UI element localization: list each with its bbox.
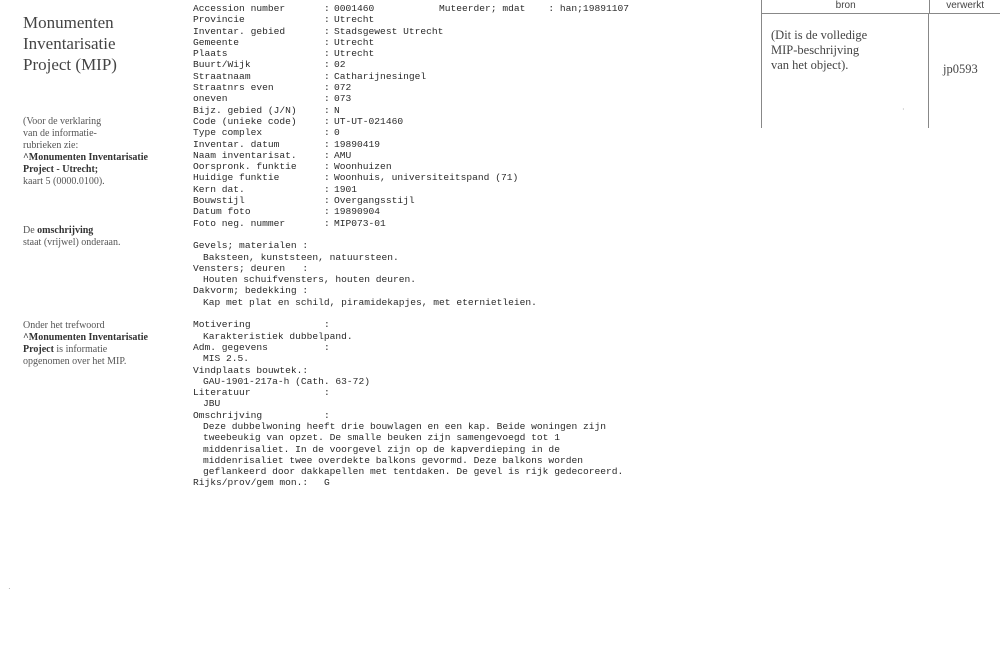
field-separator: :	[324, 93, 330, 105]
field-row	[193, 48, 753, 59]
field-label: Provincie	[193, 14, 245, 26]
section-text-line: Kap met plat en schild, piramidekapjes, met eternietleien.	[203, 296, 537, 308]
field-separator: :	[324, 217, 330, 229]
bron-table-header	[761, 0, 1000, 14]
field-separator: :	[324, 138, 330, 150]
sidebar-title-line: Inventarisatie	[23, 34, 116, 53]
sidebar	[23, 12, 183, 367]
field-value: Stadsgewest Utrecht	[334, 25, 444, 37]
field-row	[193, 116, 753, 127]
note-link-text: Project - Utrecht;	[23, 164, 99, 175]
field-row	[193, 59, 753, 70]
field-separator: :	[324, 183, 330, 195]
field-row	[193, 93, 753, 104]
section-heading	[193, 365, 753, 376]
field-row	[193, 172, 753, 183]
section-text-line: Houten schuifvensters, houten deuren.	[203, 274, 417, 286]
section-colon: :	[324, 319, 330, 331]
field-separator: :	[324, 82, 330, 94]
field-value: 02	[334, 59, 346, 71]
note-prefix: De	[23, 225, 38, 236]
field-value: 0	[334, 127, 340, 139]
field-label: Bouwstijl	[193, 195, 245, 207]
record-fields	[193, 3, 753, 229]
section-text-line: middenrisaliet. In de voorgevel zijn op de kapverdieping in de	[203, 443, 560, 455]
field-row	[193, 82, 753, 93]
field-row	[193, 37, 753, 48]
section-colon	[324, 365, 334, 376]
section-heading	[193, 285, 753, 296]
field-label: Kern dat.	[193, 183, 245, 195]
field-value: Overgangsstijl	[334, 195, 415, 207]
field-separator: :	[324, 206, 330, 218]
spacer	[193, 229, 753, 240]
header-verwerkt: verwerkt	[946, 0, 985, 11]
note-line: staat (vrijwel) onderaan.	[23, 237, 121, 248]
section-colon: :	[324, 409, 330, 421]
section-heading	[193, 263, 753, 274]
field-separator: :	[324, 59, 330, 71]
field-separator: :	[324, 172, 330, 184]
section-text-line: geflankeerd door dakkapellen met tentdaken. De gevel is rijk gedecoreerd.	[203, 466, 624, 478]
spacer	[193, 308, 753, 319]
field-value: MIP073-01	[334, 217, 386, 229]
field-value: 0001460	[334, 3, 375, 14]
field-label: Straatnrs even	[193, 82, 274, 94]
mip-record	[193, 3, 753, 489]
bron-line: van het object).	[771, 58, 849, 72]
section-heading	[193, 410, 753, 421]
field-value: N	[334, 104, 340, 116]
muteerder-value: : han;19891107	[548, 3, 629, 14]
field-row	[193, 105, 753, 116]
note-line	[23, 344, 183, 356]
field-value: 1901	[334, 183, 358, 195]
field-value: 072	[334, 82, 352, 94]
field-row	[193, 195, 753, 206]
section-label: Motivering	[193, 319, 251, 331]
field-label: Plaats	[193, 48, 228, 60]
note-line: rubrieken zie:	[23, 140, 79, 151]
field-row	[193, 150, 753, 161]
muteerder-field	[439, 3, 629, 14]
field-row	[193, 184, 753, 195]
section-heading	[193, 342, 753, 353]
field-label: Inventar. datum	[193, 138, 280, 150]
section-heading	[193, 387, 753, 398]
field-value: 073	[334, 93, 352, 105]
field-separator: :	[324, 14, 330, 26]
field-label: Gemeente	[193, 36, 240, 48]
field-separator: :	[324, 115, 330, 127]
field-label: Datum foto	[193, 206, 251, 218]
section-label: Vensters; deuren :	[193, 262, 309, 274]
field-value: Utrecht	[334, 14, 375, 26]
header-bron: bron	[761, 0, 930, 13]
field-value: Woonhuis, universiteitspand (71)	[334, 172, 519, 184]
note-link-line	[23, 332, 183, 344]
bron-line: MIP-beschrijving	[771, 43, 860, 57]
note-line: kaart 5 (0000.0100).	[23, 176, 105, 187]
field-separator: :	[324, 25, 330, 37]
field-separator: :	[324, 48, 330, 60]
field-label: Huidige funktie	[193, 172, 280, 184]
field-separator: :	[324, 104, 330, 116]
field-label: Foto neg. nummer	[193, 217, 286, 229]
section-colon: :	[324, 387, 330, 399]
section-label: Literatuur	[193, 387, 251, 399]
field-row	[193, 206, 753, 217]
bron-table-row	[761, 14, 1000, 128]
bron-table	[761, 0, 1000, 128]
field-separator: :	[324, 36, 330, 48]
sidebar-title-line: Monumenten	[23, 13, 114, 32]
note-bold: Project	[23, 344, 54, 355]
section-label: Omschrijving	[193, 409, 263, 421]
scan-speck: ·	[902, 105, 905, 114]
field-value: 19890419	[334, 138, 381, 150]
field-separator: :	[324, 3, 330, 14]
scan-speck: ·	[8, 584, 11, 593]
section-colon: :	[324, 341, 330, 353]
section-label: Dakvorm; bedekking :	[193, 285, 309, 297]
field-label: Rijks/prov/gem mon.:	[193, 477, 309, 489]
field-label: Type complex	[193, 127, 263, 139]
sidebar-title	[23, 12, 183, 75]
bron-line: (Dit is de volledige	[771, 28, 868, 42]
field-label: Code (unieke code)	[193, 115, 297, 127]
section-text-line: Deze dubbelwoning heeft drie bouwlagen en een kap. Beide woningen zijn	[203, 420, 607, 432]
note-line: (Voor de verklaring	[23, 116, 102, 127]
section-text-line: Karakteristiek dubbelpand.	[203, 330, 353, 342]
section-label: Vindplaats bouwtek.:	[193, 364, 309, 376]
section-text-line: GAU-1901-217a-h (Cath. 63-72)	[203, 375, 370, 387]
section-text-line: Baksteen, kunststeen, natuursteen.	[203, 251, 399, 263]
field-label: oneven	[193, 93, 228, 105]
note-line: Onder het trefwoord	[23, 320, 105, 331]
record-sections-details	[193, 319, 753, 477]
note-line	[23, 225, 183, 237]
field-value: Utrecht	[334, 36, 375, 48]
field-label: Naam inventarisat.	[193, 149, 297, 161]
field-label: Buurt/Wijk	[193, 59, 251, 71]
field-row	[193, 139, 753, 150]
field-label: Bijz. gebied (J/N)	[193, 104, 297, 116]
section-heading	[193, 319, 753, 330]
field-label: Oorspronk. funktie	[193, 161, 297, 173]
note-link-text: ^Monumenten Inventarisatie	[23, 332, 148, 343]
muteerder-label: Muteerder; mdat	[439, 3, 526, 14]
field-value: UT-UT-021460	[334, 115, 404, 127]
field-separator: :	[324, 127, 330, 139]
field-value: AMU	[334, 149, 352, 161]
record-sections-materials	[193, 240, 753, 308]
field-row	[193, 161, 753, 172]
field-row	[193, 218, 753, 229]
field-separator: :	[324, 161, 330, 173]
field-value: 19890904	[334, 206, 381, 218]
field-label: Accession number	[193, 3, 286, 14]
field-row	[193, 26, 753, 37]
note-bold: omschrijving	[37, 225, 94, 236]
field-row	[193, 127, 753, 138]
section-text-line: JBU	[203, 398, 221, 410]
section-text-line: MIS 2.5.	[203, 353, 250, 365]
field-label: Straatnaam	[193, 70, 251, 82]
field-row	[193, 71, 753, 82]
section-label: Gevels; materialen :	[193, 240, 309, 252]
note-link-line	[23, 152, 183, 164]
note-link-text: ^Monumenten Inventarisatie	[23, 152, 148, 163]
field-separator: :	[324, 195, 330, 207]
section-label: Adm. gegevens	[193, 341, 268, 353]
section-text-line: middenrisaliet twee overdekte balkons gevormd. Deze balkons worden	[203, 454, 583, 466]
field-row	[193, 14, 753, 25]
field-separator: :	[324, 70, 330, 82]
sidebar-note-verklaring	[23, 116, 183, 188]
field-value: Utrecht	[334, 48, 375, 60]
field-value: Woonhuizen	[334, 161, 392, 173]
field-value: Catharijnesingel	[334, 70, 427, 82]
note-line: van de informatie-	[23, 128, 97, 139]
note-link-line	[23, 164, 183, 176]
sidebar-note-trefwoord	[23, 320, 183, 368]
sidebar-title-line: Project (MIP)	[23, 55, 117, 74]
section-text-line: tweebeukig van opzet. De smalle beuken zijn samengevoegd tot 1	[203, 432, 560, 444]
field-label: Inventar. gebied	[193, 25, 286, 37]
cell-verwerkt: jp0593	[943, 62, 978, 76]
field-value: G	[324, 477, 330, 489]
section-heading	[193, 240, 753, 251]
sidebar-note-omschrijving	[23, 225, 183, 249]
field-row-rijks	[193, 477, 753, 488]
field-separator: :	[324, 149, 330, 161]
cell-bron	[761, 14, 929, 128]
note-rest: is informatie	[53, 344, 108, 355]
note-line: opgenomen over het MIP.	[23, 356, 127, 367]
